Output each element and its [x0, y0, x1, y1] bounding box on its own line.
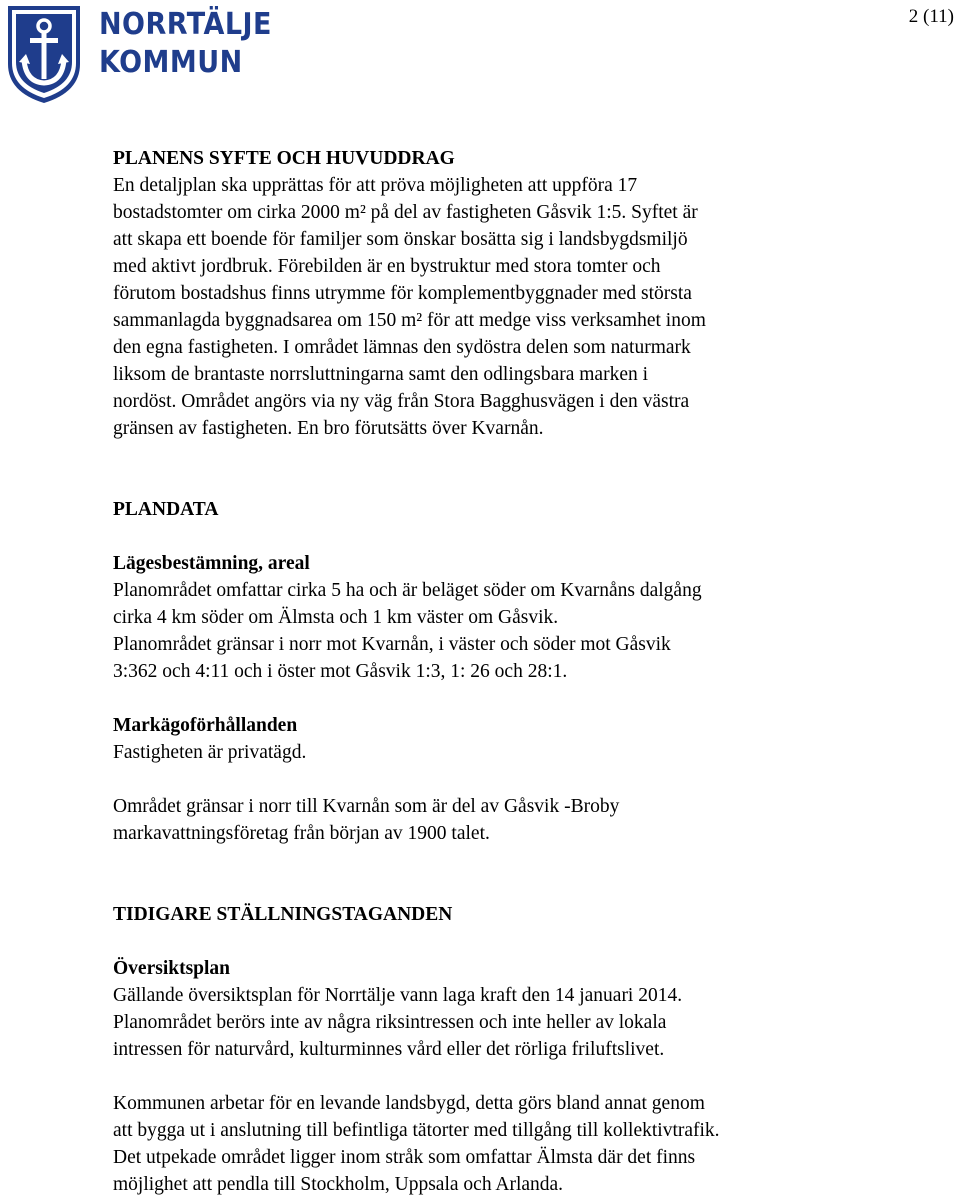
body-line: 3:362 och 4:11 och i öster mot Gåsvik 1:3, 1: 26 och 28:1.	[113, 661, 568, 682]
body-line: Området gränsar i norr till Kvarnån som är del av Gåsvik -Broby	[113, 796, 620, 817]
body-line: förutom bostadshus finns utrymme för komplementbyggnader med största	[113, 283, 692, 304]
body-line: cirka 4 km söder om Älmsta och 1 km väster om Gåsvik.	[113, 607, 559, 628]
section-heading-plandata: PLANDATA	[113, 499, 219, 520]
body-line: den egna fastigheten. I området lämnas den sydöstra delen som naturmark	[113, 337, 691, 358]
section-heading-syfte: PLANENS SYFTE OCH HUVUDDRAG	[113, 148, 455, 169]
logo-line-1: NORRTÄLJE	[99, 7, 272, 42]
body-line: sammanlagda byggnadsarea om 150 m² för att medge viss verksamhet inom	[113, 310, 706, 331]
body-line: markavattningsföretag från början av 1900 talet.	[113, 823, 490, 844]
page-number: 2 (11)	[908, 6, 954, 27]
body-line: bostadstomter om cirka 2000 m² på del av fastigheten Gåsvik 1:5. Syftet är	[113, 202, 698, 223]
body-line: En detaljplan ska upprättas för att pröva möjligheten att uppföra 17	[113, 175, 638, 196]
municipality-logo	[2, 2, 282, 102]
body-line: att bygga ut i anslutning till befintliga tätorter med tillgång till kollektivtrafik.	[113, 1120, 720, 1141]
body-line: med aktivt jordbruk. Förebilden är en bystruktur med stora tomter och	[113, 256, 661, 277]
body-line: Kommunen arbetar för en levande landsbygd, detta görs bland annat genom	[113, 1093, 705, 1114]
body-line: Planområdet berörs inte av några riksintressen och inte heller av lokala	[113, 1012, 667, 1033]
subheading-oversiktsplan: Översiktsplan	[113, 958, 231, 979]
subheading-markagoforhallanden: Markägoförhållanden	[113, 715, 298, 736]
subheading-lagesbestamning: Lägesbestämning, areal	[113, 553, 310, 574]
section-heading-tidigare: TIDIGARE STÄLLNINGSTAGANDEN	[113, 904, 453, 925]
body-line: Planområdet omfattar cirka 5 ha och är beläget söder om Kvarnåns dalgång	[113, 580, 702, 601]
body-line: gränsen av fastigheten. En bro förutsätts över Kvarnån.	[113, 418, 544, 439]
body-line: nordöst. Området angörs via ny väg från Stora Bagghusvägen i den västra	[113, 391, 690, 412]
document-body	[113, 145, 933, 1198]
body-line: intressen för naturvård, kulturminnes vård eller det rörliga friluftslivet.	[113, 1039, 665, 1060]
body-line: Planområdet gränsar i norr mot Kvarnån, i väster och söder mot Gåsvik	[113, 634, 671, 655]
body-line: Fastigheten är privatägd.	[113, 742, 307, 763]
body-line: möjlighet att pendla till Stockholm, Uppsala och Arlanda.	[113, 1174, 564, 1195]
logo-wordmark	[99, 6, 272, 82]
body-line: Det utpekade området ligger inom stråk som omfattar Älmsta där det finns	[113, 1147, 696, 1168]
body-line: Gällande översiktsplan för Norrtälje vann laga kraft den 14 januari 2014.	[113, 985, 683, 1006]
logo-line-2: KOMMUN	[99, 45, 243, 80]
anchor-shield-icon	[2, 2, 86, 106]
body-line: att skapa ett boende för familjer som önskar bosätta sig i landsbygdsmiljö	[113, 229, 688, 250]
body-line: liksom de brantaste norrsluttningarna samt den odlingsbara marken i	[113, 364, 649, 385]
